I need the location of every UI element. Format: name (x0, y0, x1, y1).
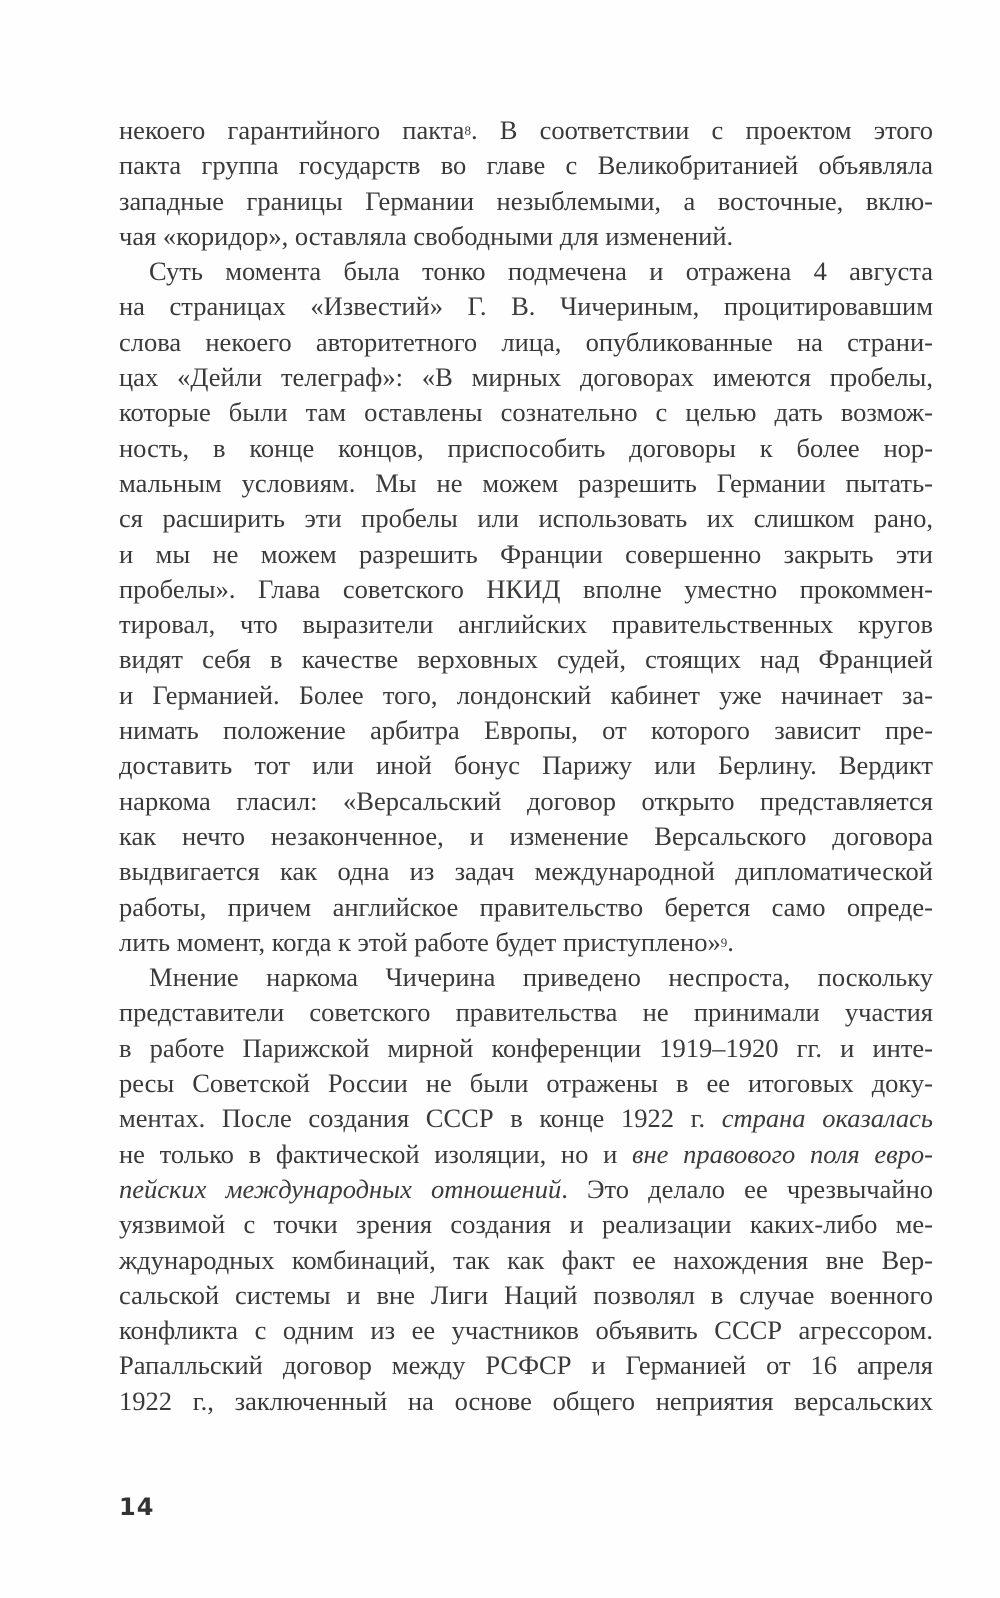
text-line (119, 501, 933, 536)
text-line (119, 1313, 933, 1348)
text-segment: видят себя в качестве верховных судей, стоящих над Францией (119, 644, 933, 675)
text-line (119, 466, 933, 501)
page-number: 14 (119, 1493, 155, 1521)
text-segment: некоего гарантийного пакта (119, 115, 465, 145)
paragraph-p2 (119, 254, 933, 960)
text-line (119, 1101, 933, 1136)
text-segment: сальской системы и вне Лиги Наций позволял в случае военного (119, 1279, 933, 1310)
text-line (119, 607, 933, 642)
text-segment: работы, причем английское правительство берется само опреде- (119, 891, 933, 922)
text-segment: . (727, 926, 734, 957)
text-segment: нимать положение арбитра Европы, от которого зависит пре- (119, 715, 933, 746)
text-segment: ресы Советской России не были отражены в ее итоговых доку- (119, 1068, 933, 1099)
text-line (119, 890, 933, 925)
text-line (119, 1278, 933, 1313)
text-line (119, 184, 933, 219)
paragraph-p1 (119, 113, 933, 254)
body-text (119, 113, 933, 1419)
text-line (119, 678, 933, 713)
text-segment: представители советского правительства не принимали участия (119, 997, 933, 1028)
text-line (119, 1384, 933, 1419)
text-segment: чая «коридор», оставляла свободными для изменений. (119, 220, 734, 251)
emphasized-text: пейских международных отношений (119, 1173, 562, 1204)
text-segment: ждународных комбинаций, так как факт ее нахождения вне Вер- (119, 1244, 933, 1275)
text-segment: наркома гласил: «Версальский договор открыто представляется (119, 785, 933, 816)
text-line (119, 1207, 933, 1242)
text-segment: лить момент, когда к этой работе будет приступлено» (119, 926, 721, 957)
text-line (119, 1031, 933, 1066)
text-segment: слова некоего авторитетного лица, опубликованные на страни- (119, 326, 933, 357)
text-segment: как нечто незаконченное, и изменение Версальского договора (119, 820, 933, 851)
text-segment: ментах. После создания СССР в конце 1922 г. (119, 1103, 722, 1134)
text-segment: выдвигается как одна из задач международной дипломатической (119, 856, 933, 887)
text-line (119, 642, 933, 677)
text-segment: . Это делало ее чрезвычайно (561, 1173, 934, 1204)
text-segment: на страницах «Известий» Г. В. Чичериным, процитировавшим (119, 291, 933, 322)
text-segment: доставить тот или иной бонус Парижу или Берлину. Вердикт (119, 750, 933, 781)
text-segment: Мнение наркома Чичерина приведено неспроста, поскольку (149, 962, 933, 993)
text-line (119, 360, 933, 395)
text-line (119, 960, 933, 995)
text-line (119, 537, 933, 572)
text-segment: и мы не можем разрешить Франции совершенно закрыть эти (119, 538, 933, 569)
text-segment: цах «Дейли телеграф»: «В мирных договорах имеются пробелы, (119, 362, 933, 393)
text-line (119, 784, 933, 819)
text-line (119, 572, 933, 607)
text-line (119, 219, 933, 254)
text-segment: пробелы». Глава советского НКИД вполне уместно прокоммен- (119, 573, 933, 604)
text-segment: и Германией. Более того, лондонский кабинет уже начинает за- (119, 679, 933, 710)
text-line (119, 395, 933, 430)
text-segment: не только в фактической изоляции, но и (119, 1138, 632, 1169)
text-line (119, 1348, 933, 1383)
text-segment: . В соответствии с проектом этого (470, 115, 934, 145)
emphasized-text: вне правового поля евро- (631, 1138, 933, 1169)
text-segment: мальным условиям. Мы не можем разрешить Германии пытать- (119, 467, 933, 498)
text-line (119, 748, 933, 783)
text-line (119, 1243, 933, 1278)
text-line (119, 819, 933, 854)
text-segment: ся расширить эти пробелы или использовать их слишком рано, (119, 503, 933, 534)
text-line (119, 995, 933, 1030)
text-line (119, 289, 933, 324)
emphasized-text: страна оказалась (721, 1103, 933, 1134)
text-line (119, 1137, 933, 1172)
text-line (119, 1066, 933, 1101)
text-line (119, 854, 933, 889)
text-segment: западные границы Германии незыблемыми, а восточные, вклю- (119, 185, 933, 216)
text-line (119, 254, 933, 289)
text-line (119, 113, 933, 148)
text-segment: 1922 г., заключенный на основе общего неприятия версальских (119, 1385, 933, 1416)
text-line (119, 1172, 933, 1207)
text-line (119, 148, 933, 183)
text-segment: Суть момента была тонко подмечена и отражена 4 августа (149, 256, 933, 287)
text-segment: в работе Парижской мирной конференции 1919–1920 гг. и инте- (119, 1032, 933, 1063)
footnote-reference: 9 (720, 934, 728, 950)
text-line (119, 713, 933, 748)
text-segment: ность, в конце концов, приспособить договоры к более нор- (119, 432, 933, 463)
paragraph-p3 (119, 960, 933, 1419)
text-segment: тировал, что выразители английских правительственных кругов (119, 609, 933, 640)
text-segment: пакта группа государств во главе с Великобританией объявляла (119, 150, 933, 181)
text-line (119, 325, 933, 360)
text-line (119, 431, 933, 466)
text-segment: Рапалльский договор между РСФСР и Германией от 16 апреля (119, 1350, 933, 1381)
text-line (119, 925, 933, 960)
text-segment: уязвимой с точки зрения создания и реализации каких-либо ме- (119, 1209, 933, 1240)
text-segment: конфликта с одним из ее участников объявить СССР агрессором. (119, 1315, 933, 1346)
footnote-reference: 8 (464, 123, 471, 138)
text-segment: которые были там оставлены сознательно с целью дать возмож- (119, 397, 933, 428)
